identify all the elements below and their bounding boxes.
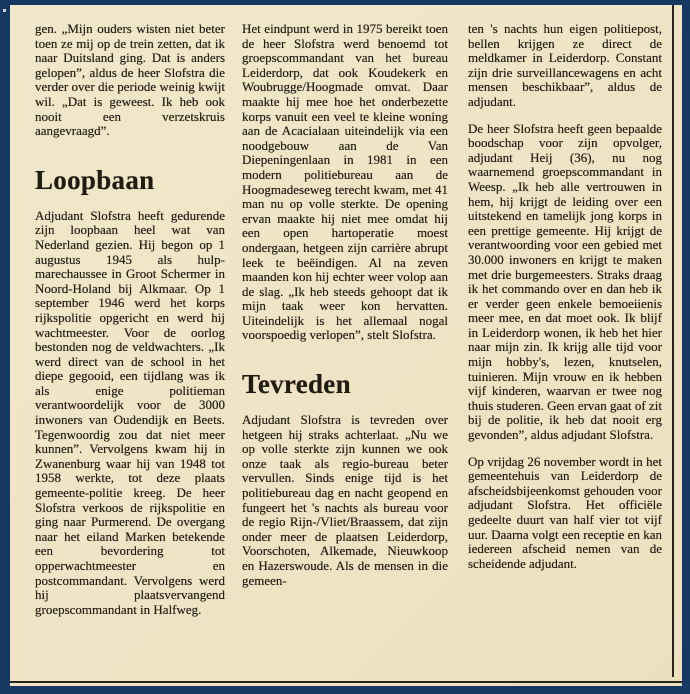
- article-paragraph: ten 's nachts hun eigen politiepost, bellen krijgen ze direct de meldkamer in Leiderdorp. Constant zijn drie surveillancewagens en acht mensen beschikbaar”, aldus de adjudant.: [468, 21, 662, 109]
- article-paragraph: Het eindpunt werd in 1975 bereikt toen de heer Slofstra werd benoemd tot groepscommandant van het bureau Leiderdorp, dat ook Koudekerk en Woubrugge/Hoogmade omvat. Daar maakte hij mee hoe het onderbezette korps vanuit een veel te kleine woning aan de Acacialaan uiteindelijk via een noodgebouw aan de Van Diepeningenlaan in 1981 in een modern politiebureau aan de Hoogmadeseweg terecht kwam, met 41 man nu op volle sterkte. De opening ervan maakte hij niet mee omdat hij een open hartoperatie moest ondergaan, hetgeen zijn carrière abrupt leek te beëindigen. Al na zeven maanden kon hij echter weer volop aan de slag. „Ik heb steeds gehoopt dat ik mijn taak weer kon hervatten. Uiteindelijk is het allemaal nogal voorspoedig verlopen”, stelt Slofstra.: [242, 21, 448, 343]
- article-column-2: [242, 22, 448, 588]
- scan-dust-speck: [3, 9, 6, 12]
- article-column-1: [35, 22, 225, 617]
- section-heading-loopbaan: Loopbaan: [35, 164, 155, 195]
- article-body: [10, 5, 682, 617]
- bottom-section-rule: [10, 681, 682, 683]
- column-divider-rule: [672, 5, 674, 677]
- article-paragraph: Op vrijdag 26 november wordt in het gemeentehuis van Leiderdorp de afscheidsbijeenkomst gehouden voor adjudant Slofstra. Het officiële gedeelte duurt van half vier tot vijf uur. Daarna volgt een receptie en kan iedereen afscheid nemen van de scheidende adjudant.: [468, 453, 662, 571]
- article-paragraph: Adjudant Slofstra is tevreden over hetgeen hij straks achterlaat. „Nu we op volle sterkte zijn kunnen we ook onze taak als regio-bureau beter vervullen. Sinds enige tijd is het politiebureau dag en nacht geopend en fungeert het 's nachts als bureau voor de regio Rijn-/Vliet/Braassem, dat zijn onder meer de plaatsen Leiderdorp, Voorschoten, Alkemade, Nieuwkoop en Hazerswoude. Als de mensen in die gemeen-: [242, 412, 448, 588]
- section-heading-tevreden: Tevreden: [242, 369, 351, 400]
- article-paragraph: De heer Slofstra heeft geen bepaalde boodschap voor zijn opvolger, adjudant Heij (36), nu nog waarnemend groepscommandant in Weesp. „Ik heb alle vertrouwen in hem, hij krijgt de leiding over een uitstekend en tamelijk jong korps in een prettige gemeente. Hij krijgt de verantwoording voor een gebied met 30.000 inwoners en krijgt te maken met drie burgemeesters. Straks draag ik het commando over en dan heb ik er verder geen enkele bemoeiienis meer mee, en dat moet ook. Ik blijf in Leiderdorp wonen, ik heb het hier naar mijn zin. Ik krijg alle tijd voor mijn hobby's, lezen, knutselen, tuinieren. Mijn vrouw en ik hebben vijf kinderen, waarvan er twee nog thuis studeren. Geen ervan gaat of zit bij de politie, ik heb dat nooit erg gevonden”, aldus adjudant Slofstra.: [468, 120, 662, 443]
- article-paragraph: Adjudant Slofstra heeft gedurende zijn loopbaan heel wat van Nederland gezien. Hij begon op 1 augustus 1945 als hulp-marechaussee in Groot Schermer in Noord-Holand bij Alkmaar. Op 1 september 1946 werd het korps rijkspolitie opgericht en werd hij wachtmeester. Voor de oorlog bestonden nog de veldwachters. „Ik werd direct van de school in het diepe gegooid, een tijdlang was ik als enige politieman verantwoordelijk voor de 3000 inwoners van Oudendijk en Beets. Tegenwoordig zou dat niet meer kunnen”. Vervolgens kwam hij in Zwanenburg waar hij van 1948 tot 1958 werkte, tot deze plaats gemeente-politie kreeg. De heer Slofstra verkoos de rijkspolitie en ging naar Purmerend. De overgang naar het eiland Marken betekende een bevordering tot opperwachtmeester en postcommandant. Vervolgens werd hij plaatsvervangend groepscommandant in Halfweg.: [35, 207, 225, 617]
- article-paragraph: gen. „Mijn ouders wisten niet beter toen ze mij op de trein zetten, dat ik naar Duitsland ging. Dat is anders gelopen”, aldus de heer Slofstra die verder over die periode weinig kwijt wil. „Dat is geweest. Ik heb ook nooit een verzetskruis aangevraagd”.: [35, 21, 225, 139]
- newspaper-page: [10, 5, 682, 686]
- article-column-3: [468, 22, 662, 571]
